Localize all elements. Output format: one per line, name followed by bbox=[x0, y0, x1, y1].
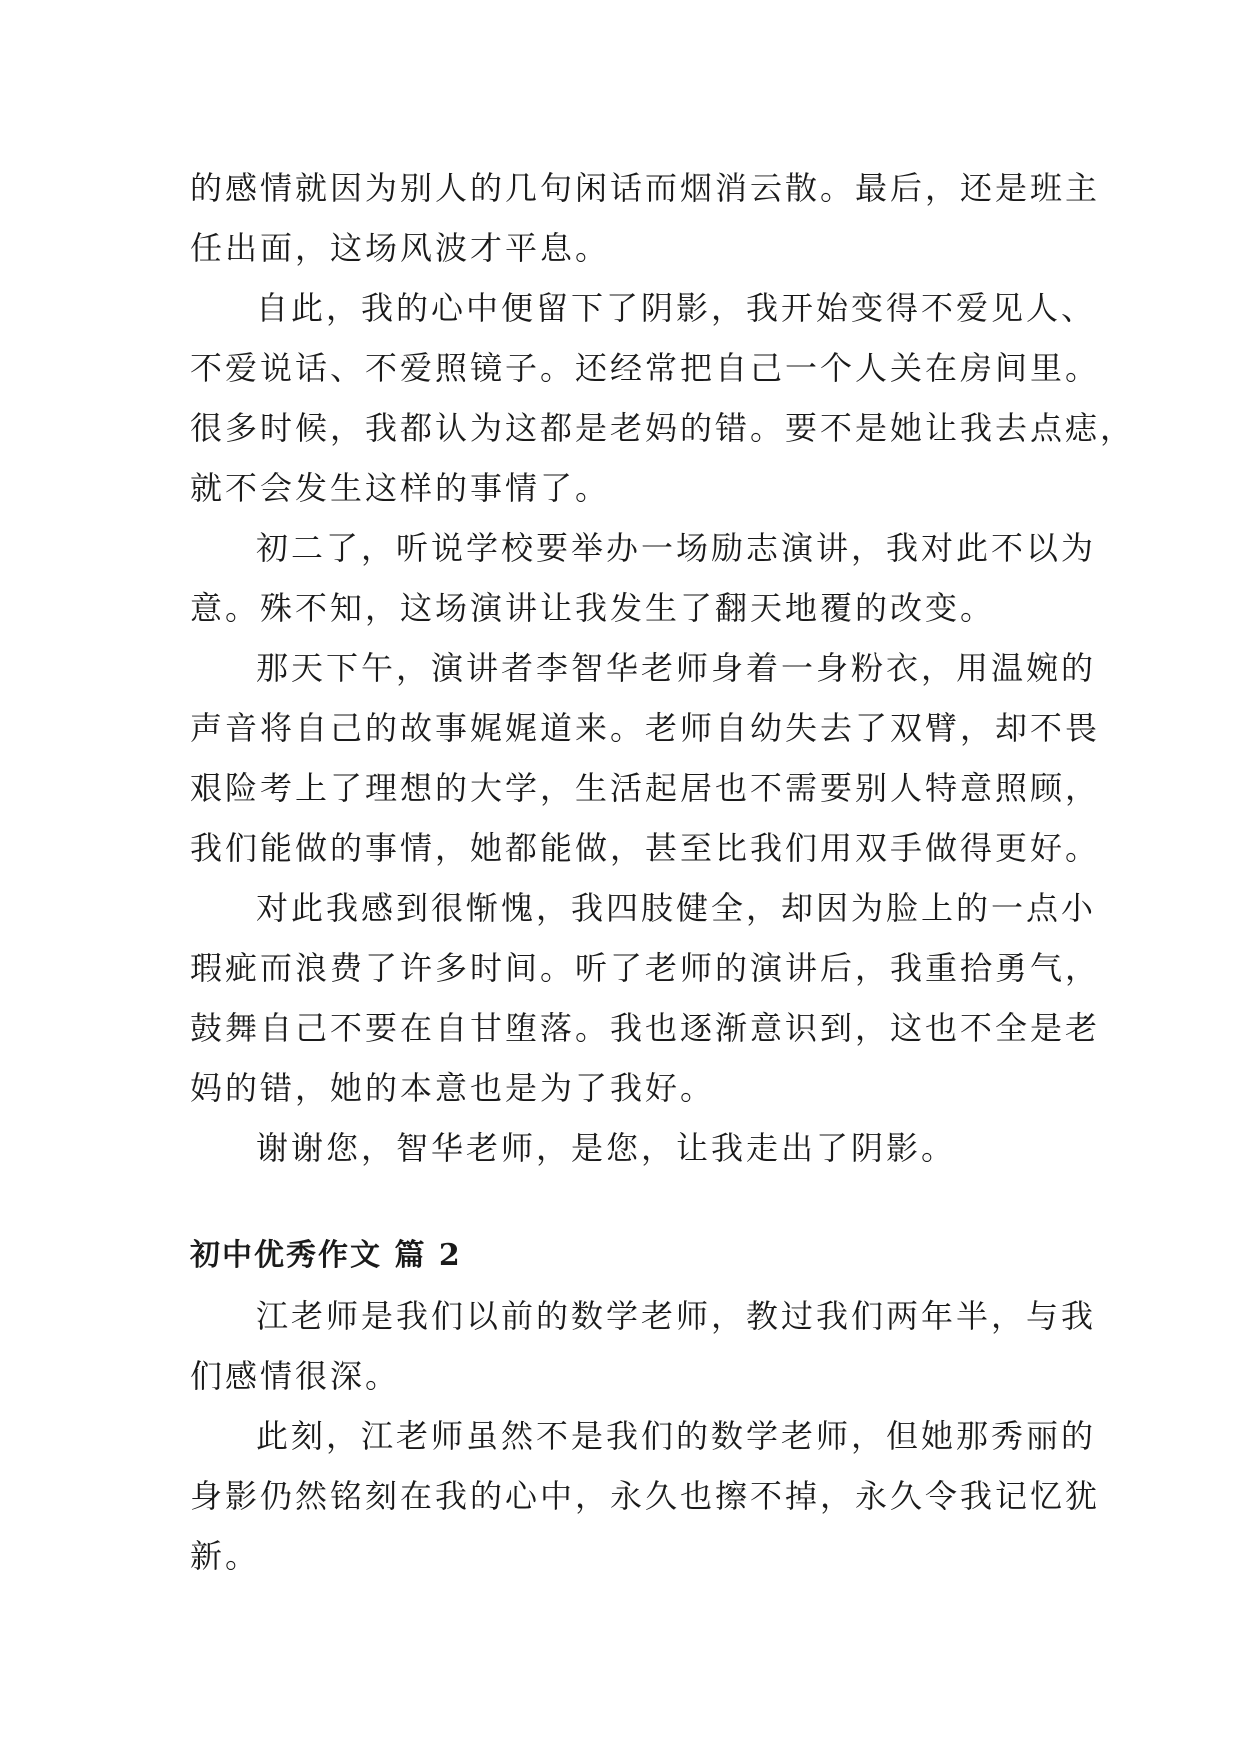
paragraph bbox=[190, 158, 1101, 278]
paragraph bbox=[190, 1406, 1101, 1586]
text-line: 对此我感到很惭愧，我四肢健全，却因为脸上的一点小 bbox=[256, 889, 1097, 927]
text-line: 初二了，听说学校要举办一场励志演讲，我对此不以为 bbox=[256, 529, 1097, 567]
text-line: 妈的错，她的本意也是为了我好。 bbox=[190, 1069, 716, 1107]
text-line: 自此，我的心中便留下了阴影，我开始变得不爱见人、 bbox=[256, 289, 1097, 327]
text-line: 此刻，江老师虽然不是我们的数学老师，但她那秀丽的 bbox=[256, 1417, 1097, 1455]
text-line: 意。殊不知，这场演讲让我发生了翻天地覆的改变。 bbox=[190, 589, 996, 627]
text-line: 就不会发生这样的事情了。 bbox=[190, 469, 611, 507]
section-title: 初中优秀作文 篇 2 bbox=[190, 1238, 462, 1273]
paragraph bbox=[190, 1118, 1070, 1178]
text-line: 我们能做的事情，她都能做，甚至比我们用双手做得更好。 bbox=[190, 829, 1101, 867]
text-line: 瑕疵而浪费了许多时间。听了老师的演讲后，我重拾勇气， bbox=[190, 949, 1101, 987]
paragraph bbox=[190, 878, 1101, 1118]
document-page bbox=[190, 158, 1136, 1586]
text-line: 很多时候，我都认为这都是老妈的错。要不是她让我去点痣， bbox=[190, 409, 1136, 447]
paragraph bbox=[190, 278, 1136, 518]
text-line: 任出面，这场风波才平息。 bbox=[190, 229, 611, 267]
text-line: 那天下午，演讲者李智华老师身着一身粉衣，用温婉的 bbox=[256, 649, 1097, 687]
text-line: 身影仍然铭刻在我的心中，永久也擦不掉，永久令我记忆犹 bbox=[190, 1477, 1101, 1515]
text-line: 们感情很深。 bbox=[190, 1357, 401, 1395]
section-gap bbox=[190, 1178, 1070, 1226]
paragraph bbox=[190, 1286, 1097, 1406]
text-line: 声音将自己的故事娓娓道来。老师自幼失去了双臂，却不畏 bbox=[190, 709, 1101, 747]
text-line: 鼓舞自己不要在自甘堕落。我也逐渐意识到，这也不全是老 bbox=[190, 1009, 1101, 1047]
text-line: 新。 bbox=[190, 1537, 261, 1575]
text-line: 不爱说话、不爱照镜子。还经常把自己一个人关在房间里。 bbox=[190, 349, 1101, 387]
paragraph bbox=[190, 638, 1101, 878]
text-line: 艰险考上了理想的大学，生活起居也不需要别人特意照顾， bbox=[190, 769, 1101, 807]
paragraph bbox=[190, 518, 1097, 638]
text-line: 的感情就因为别人的几句闲话而烟消云散。最后，还是班主 bbox=[190, 169, 1101, 207]
text-line: 江老师是我们以前的数学老师，教过我们两年半，与我 bbox=[256, 1297, 1097, 1335]
text-line: 谢谢您，智华老师，是您，让我走出了阴影。 bbox=[256, 1129, 957, 1167]
